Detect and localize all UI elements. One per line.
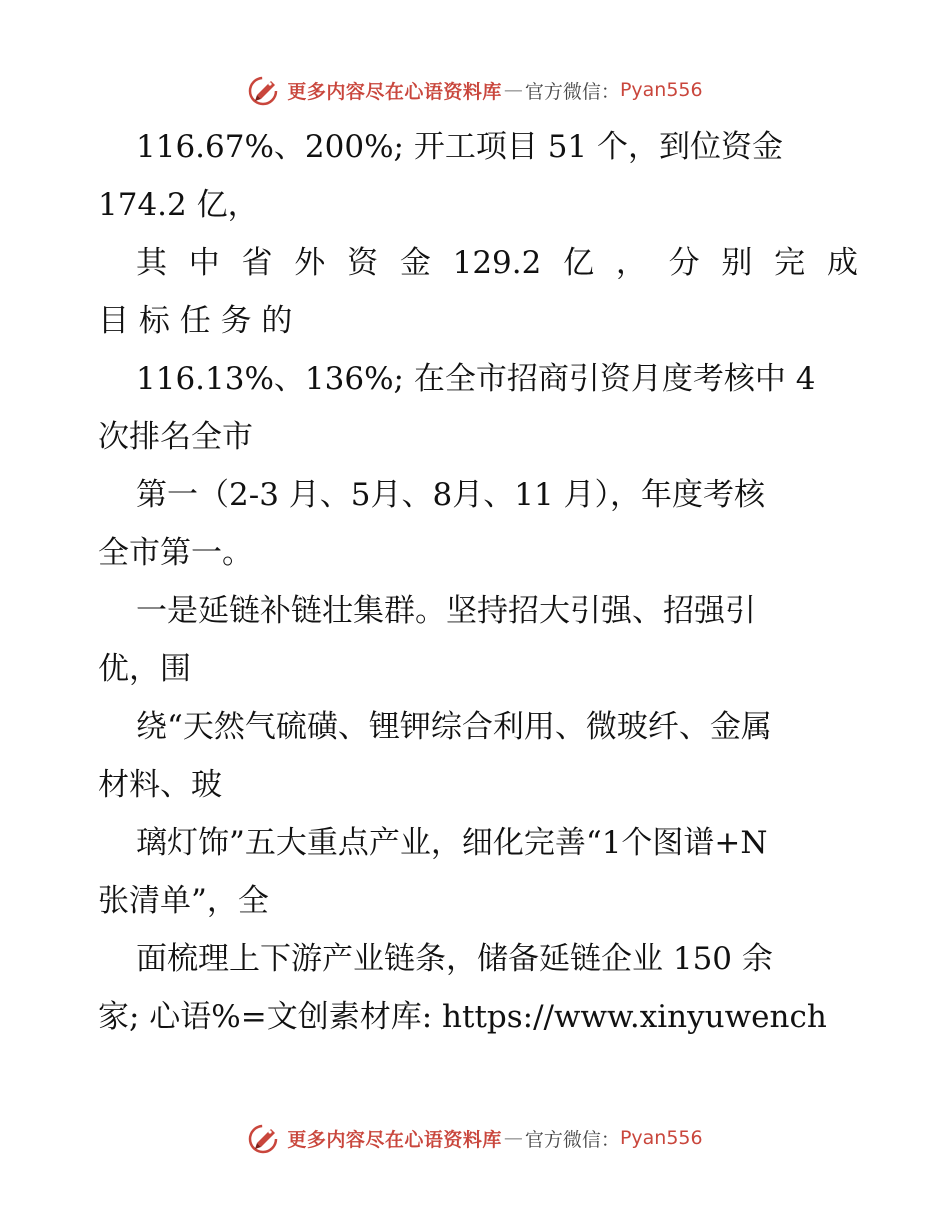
text-line: 全市第一。 <box>98 535 253 571</box>
text-token: 分 <box>668 245 700 281</box>
header-watermark <box>0 70 950 110</box>
pen-nib-swirl-icon <box>247 1121 283 1155</box>
text-token: 亿 <box>563 245 595 281</box>
text-line: 材料、玻 <box>98 767 222 803</box>
text-line: 第一（2-3 月、5月、8月、11 月），年度考核 <box>136 477 766 513</box>
watermark-suffix: 官方微信： <box>524 1128 620 1151</box>
text-token: 129.2 <box>452 245 542 281</box>
text-token: 外 <box>294 245 326 281</box>
text-token: 省 <box>241 245 273 281</box>
watermark-separator: — <box>503 79 523 101</box>
watermark-brand: 更多内容尽在心语资料库 <box>287 1128 502 1151</box>
text-token: 资 <box>347 245 379 281</box>
text-token: ， <box>615 245 647 281</box>
watermark-brand: 更多内容尽在心语资料库 <box>287 80 502 103</box>
footer-watermark <box>0 1118 950 1158</box>
text-line: 面梳理上下游产业链条，储备延链企业 150 余 <box>136 941 773 977</box>
text-token: 别 <box>721 245 753 281</box>
text-token: 其 <box>136 245 167 281</box>
document-body <box>98 118 858 1046</box>
watermark-separator: — <box>503 1127 523 1149</box>
watermark-suffix: 官方微信： <box>524 80 620 103</box>
pen-nib-swirl-icon <box>247 73 283 107</box>
text-line: 174.2 亿， <box>98 187 259 223</box>
text-line: 目 标 任 务 的 <box>98 303 293 339</box>
text-line: 璃灯饰”五大重点产业，细化完善“1个图谱+N <box>136 825 768 861</box>
text-line: 116.67%、200%; 开工项目 51 个，到位资金 <box>136 129 784 165</box>
text-line: 绕“天然气硫磺、锂钾综合利用、微玻纤、金属 <box>136 709 772 745</box>
text-line: 次排名全市 <box>98 419 253 455</box>
text-line <box>98 234 858 292</box>
watermark-wechat-id: Pyan556 <box>619 1127 703 1149</box>
text-token: 成 <box>826 245 858 281</box>
text-line: 116.13%、136%; 在全市招商引资月度考核中 4 <box>136 361 816 397</box>
text-line: 优，围 <box>98 651 191 687</box>
text-token: 完 <box>774 245 806 281</box>
text-token: 金 <box>399 245 431 281</box>
watermark-wechat-id: Pyan556 <box>619 79 703 101</box>
text-line: 一是延链补链壮集群。坚持招大引强、招强引 <box>136 593 756 629</box>
text-token: 中 <box>188 245 220 281</box>
text-line: 家; 心语%=文创素材库: https://www.xinyuwench <box>98 999 827 1035</box>
text-line: 张清单”，全 <box>98 883 269 919</box>
